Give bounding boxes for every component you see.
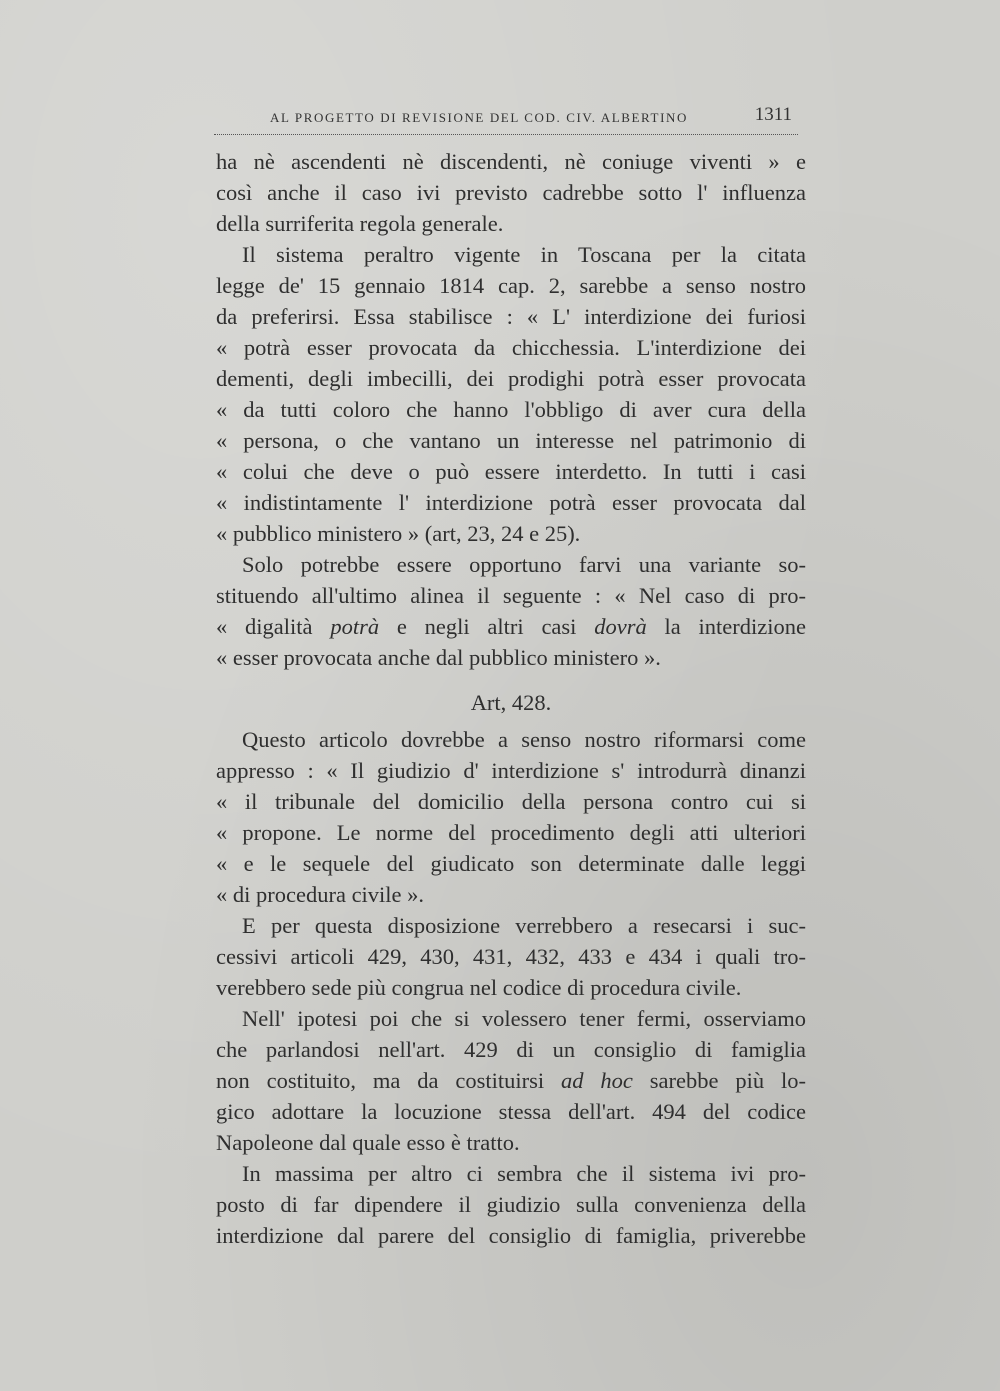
text-line: così anche il caso ivi previsto cadrebbe sotto l' influenza (216, 180, 806, 205)
text-line: che parlandosi nell'art. 429 di un consiglio di famiglia (216, 1037, 806, 1062)
text-line: « persona, o che vantano un interesse nel patrimonio di (216, 428, 806, 453)
text-line: « e le sequele del giudicato son determinate dalle leggi (216, 851, 806, 876)
text-line: « digalità potrà e negli altri casi dovrà la interdizione (216, 614, 806, 639)
paragraph-2 (216, 239, 806, 549)
text-line: E per questa disposizione verrebbero a resecarsi i suc- (242, 913, 806, 938)
text-line: cessivi articoli 429, 430, 431, 432, 433 e 434 i quali tro- (216, 944, 806, 969)
text-line: posto di far dipendere il giudizio sulla convenienza della (216, 1192, 806, 1217)
text-line: « il tribunale del domicilio della persona contro cui si (216, 789, 806, 814)
text-line: Solo potrebbe essere opportuno farvi una variante so- (242, 552, 806, 577)
text-line: Napoleone dal quale esso è tratto. (216, 1130, 520, 1155)
running-head (214, 104, 798, 135)
text-line: della surriferita regola generale. (216, 211, 504, 236)
section-heading: Art, 428. (470, 690, 552, 715)
text-line: ha nè ascendenti nè discendenti, nè coniuge viventi » e (216, 149, 806, 174)
italic-word: dovrà (594, 614, 647, 639)
italic-word: ad hoc (561, 1068, 633, 1093)
paragraph-7 (216, 1158, 806, 1251)
text-line: dementi, degli imbecilli, dei prodighi potrà esser provocata (216, 366, 806, 391)
running-title: AL PROGETTO DI REVISIONE DEL COD. CIV. ALBERTINO (270, 110, 688, 125)
text-line: In massima per altro ci sembra che il sistema ivi pro- (242, 1161, 806, 1186)
text-line: « pubblico ministero » (art, 23, 24 e 25). (216, 521, 581, 546)
paragraph-6 (216, 1003, 806, 1158)
text-line: legge de' 15 gennaio 1814 cap. 2, sarebbe a senso nostro (216, 273, 806, 298)
text-line: da preferirsi. Essa stabilisce : « L' interdizione dei furiosi (216, 304, 806, 329)
text-line: « di procedura civile ». (216, 882, 425, 907)
text-line: non costituito, ma da costituirsi ad hoc sarebbe più lo- (216, 1068, 806, 1093)
text-line: « esser provocata anche dal pubblico ministero ». (216, 645, 661, 670)
text-line: « propone. Le norme del procedimento degli atti ulteriori (216, 820, 806, 845)
text-line: « indistintamente l' interdizione potrà esser provocata dal (216, 490, 806, 515)
text-line: appresso : « Il giudizio d' interdizione s' introdurrà dinanzi (216, 758, 806, 783)
paragraph-4 (216, 724, 806, 910)
text-line: « da tutti coloro che hanno l'obbligo di aver cura della (216, 397, 806, 422)
body-text (216, 146, 806, 1251)
text-line: stituendo all'ultimo alinea il seguente : « Nel caso di pro- (216, 583, 806, 608)
paragraph-5 (216, 910, 806, 1003)
paragraph-1 (216, 146, 806, 239)
italic-word: potrà (330, 614, 380, 639)
paragraph-3 (216, 549, 806, 673)
text-line: Questo articolo dovrebbe a senso nostro riformarsi come (242, 727, 806, 752)
text-line: Il sistema peraltro vigente in Toscana per la citata (242, 242, 806, 267)
text-line: gico adottare la locuzione stessa dell'art. 494 del codice (216, 1099, 806, 1124)
text-line: verebbero sede più congrua nel codice di procedura civile. (216, 975, 742, 1000)
text-line: « colui che deve o può essere interdetto. In tutti i casi (216, 459, 806, 484)
text-line: « potrà esser provocata da chicchessia. L'interdizione dei (216, 335, 806, 360)
text-line: Nell' ipotesi poi che si volessero tener fermi, osserviamo (242, 1006, 806, 1031)
text-line: interdizione dal parere del consiglio di famiglia, priverebbe (216, 1223, 806, 1248)
page-number: 1311 (754, 104, 792, 125)
